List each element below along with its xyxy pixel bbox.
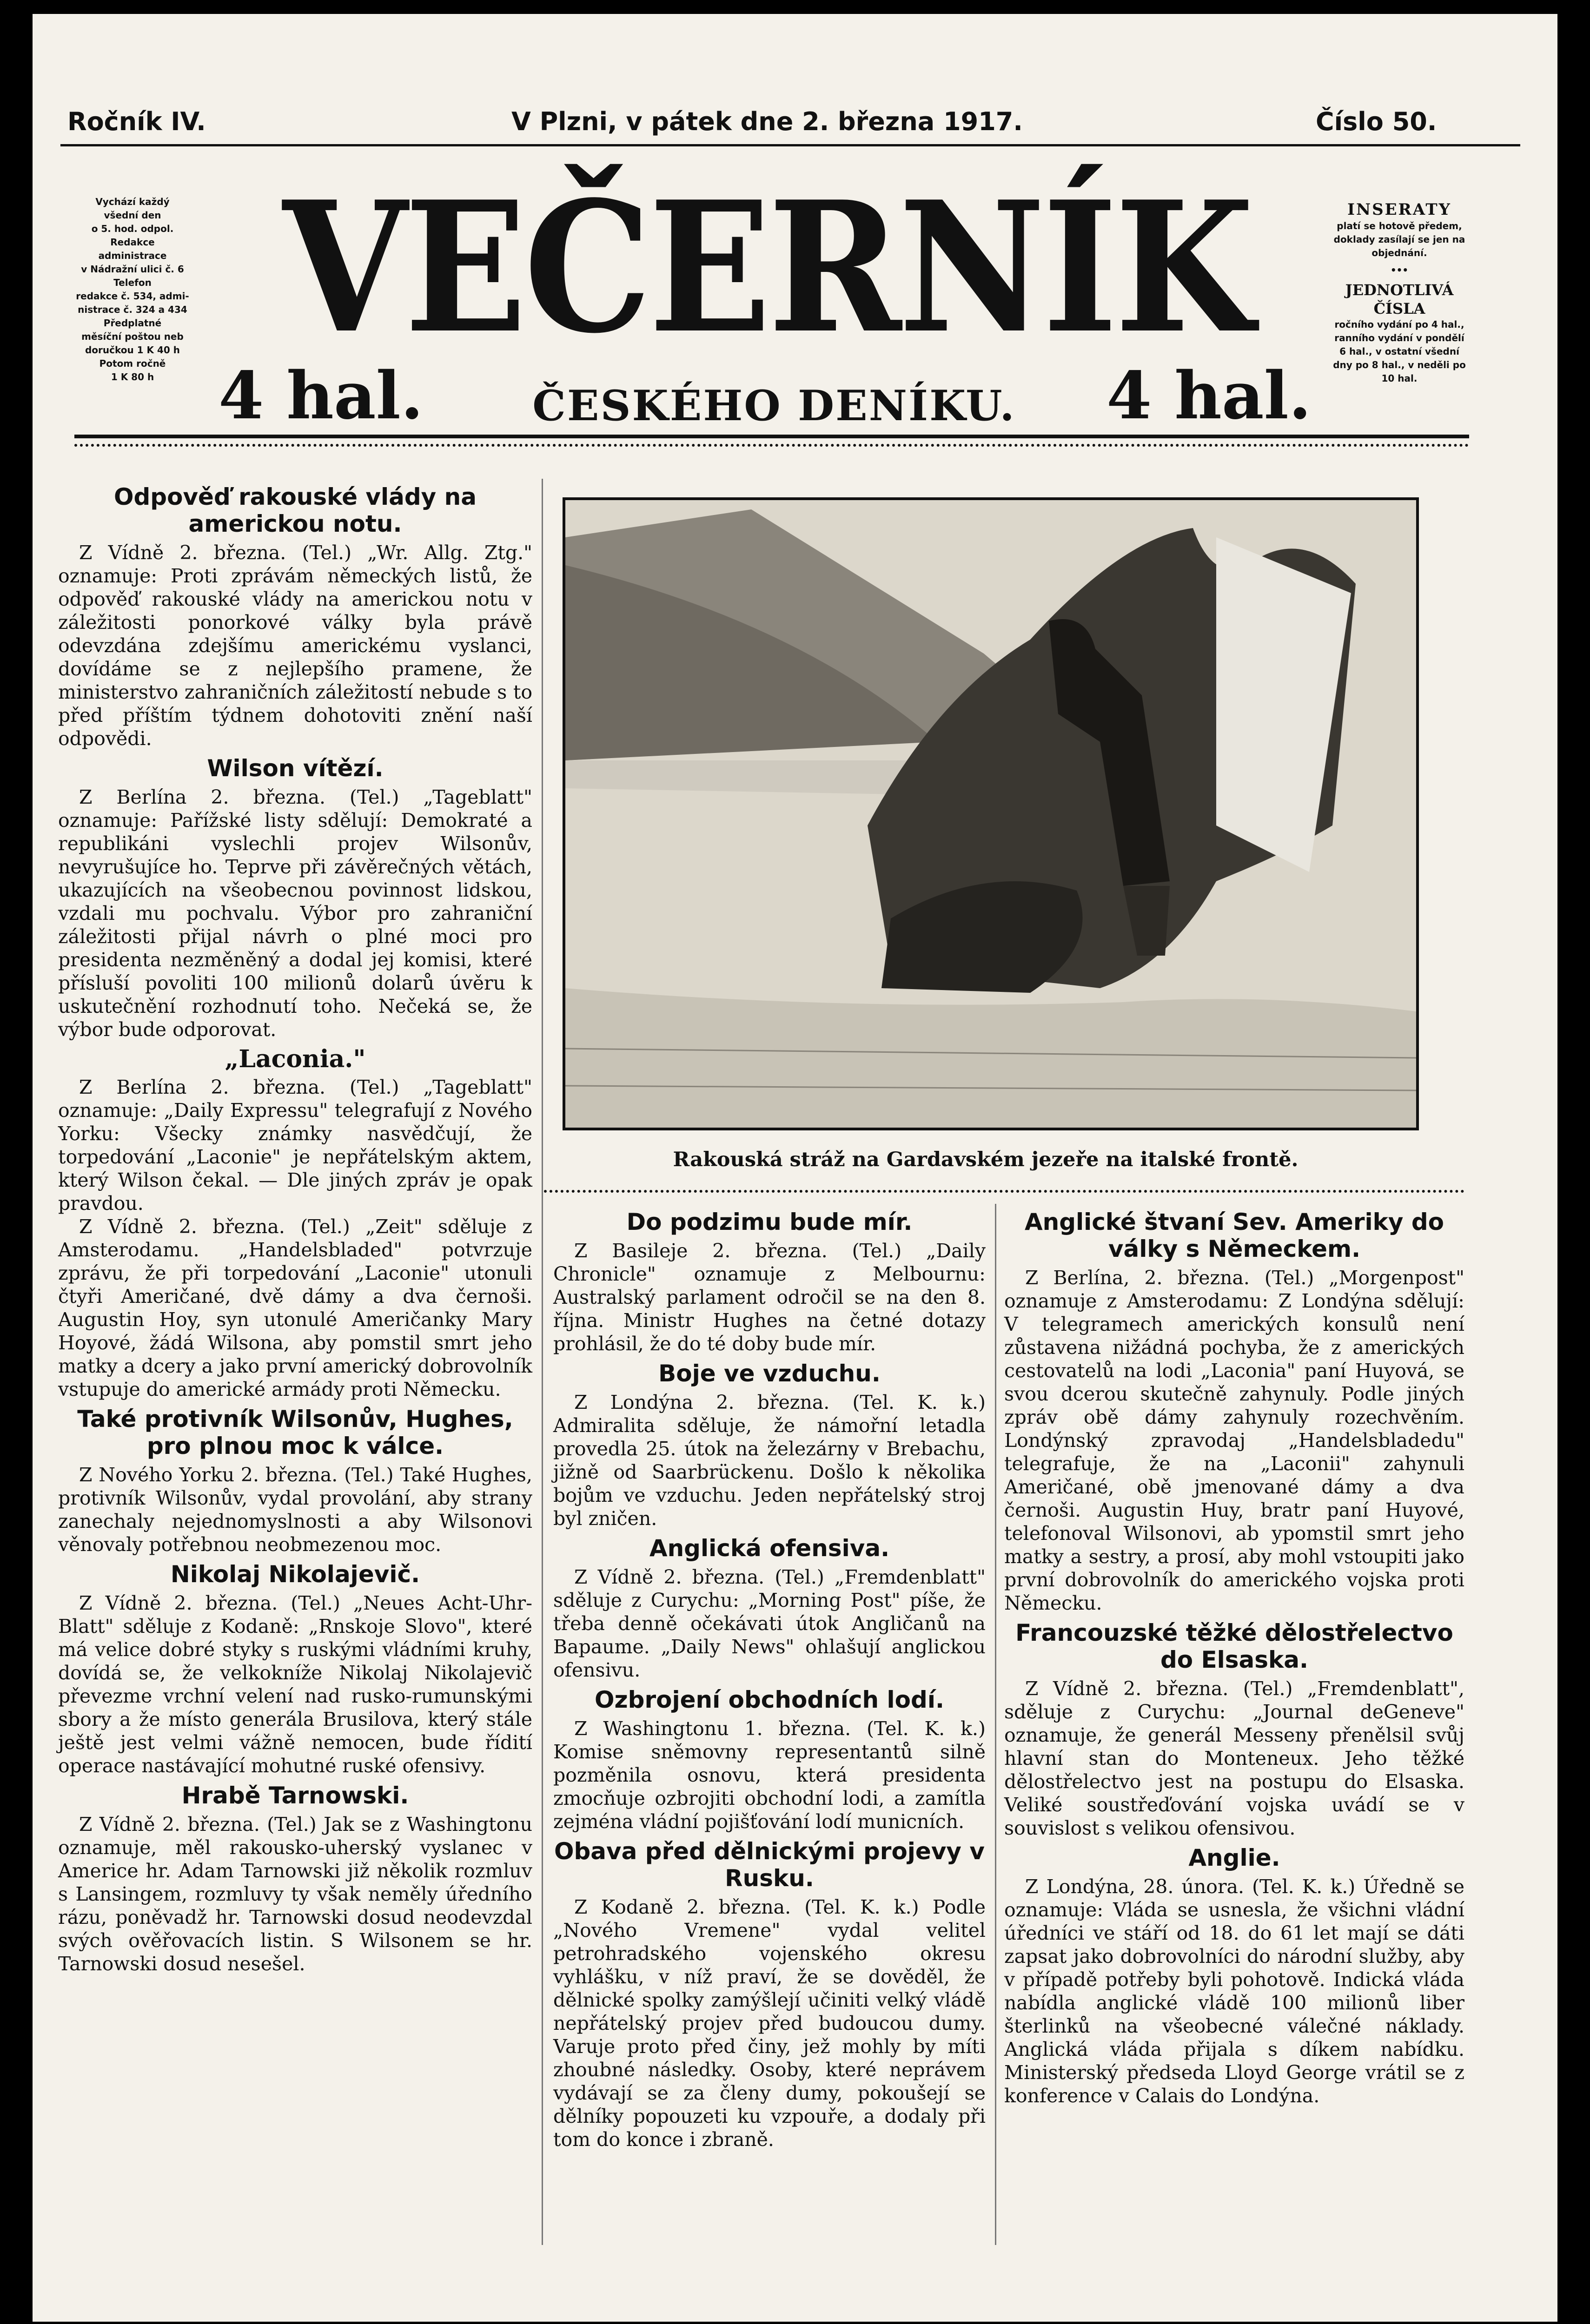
photo-caption: Rakouská stráž na Gardavském jezeře na italské frontě. xyxy=(673,1148,1298,1171)
article-body: Z Vídně 2. března. (Tel.) „Fremdenblatt", sděluje z Curychu: „Journal deGeneve" oznamuje, že generál Messeny přenělsil svůj hlavní stan do Monteneux. Jeho těžké dělostřelectvo jest na postupu do Elsaska. Veliké soustřeďování vojska uvádí se v souvislost s velikou ofensivou. xyxy=(1004,1677,1464,1839)
issue-number: Číslo 50. xyxy=(1316,107,1437,136)
column-2 xyxy=(553,1204,986,2151)
article-headline: „Laconia." xyxy=(225,1045,366,1073)
newspaper-page xyxy=(33,14,1557,2322)
price-right: 4 hal. xyxy=(1106,358,1312,434)
article-body: Z Vídně 2. března. (Tel.) Jak se z Washingtonu oznamuje, měl rakousko-uherský vyslanec v Americe hr. Adam Tarnowski již několik rozmluv s Lansingem, rozmluvy ty však neměly úředního rázu, poněvadž hr. Tarnowski dosud neodevzdal svých ověřovacích listin. S Wilsonem se hr. Tarnowski dosud nesešel. xyxy=(58,1813,532,1975)
article-body: Z Vídně 2. března. (Tel.) „Neues Acht-Uhr-Blatt" sděluje z Kodaně: „Rnskoje Slovo", které má velice dobré styky s ruskými vládními kruhy, dovídá se, že velkokníže Nikolaj Nikolajevič převezme vrchní velení nad rusko-rumunskými sbory a že místo generála Brusilova, který stále ještě jest velmi vážně nemocen, bude řídití operace nastávající mohutné ruské ofensivy. xyxy=(58,1592,532,1777)
article-headline: Anglie. xyxy=(1188,1844,1280,1871)
article-headline: Obava před dělnickými projevy v Rusku. xyxy=(554,1838,985,1892)
article-headline: Boje ve vzduchu. xyxy=(658,1360,881,1387)
photo-illustration xyxy=(565,500,1416,1128)
inserts-text: platí se hotově předem, doklady zasílají se jen na objednání. xyxy=(1333,220,1465,258)
publisher-info-box xyxy=(74,195,191,384)
info-line: měsíční poštou neb xyxy=(81,331,184,342)
info-line: Potom ročně xyxy=(99,358,166,369)
info-line: Vychází každý xyxy=(95,196,170,207)
info-line: administrace xyxy=(98,250,167,261)
war-photo xyxy=(563,497,1419,1130)
separator-dots: ••• xyxy=(1390,264,1409,276)
info-line: Předplatné xyxy=(103,317,162,329)
info-line: redakce č. 534, admi- xyxy=(76,290,189,302)
article-body: Z Londýna, 28. února. (Tel. K. k.) Úředně se oznamuje: Vláda se usnesla, že všichni vládní úředníci ve stáří od 18. do 61 let mají se dáti zapsat jako dobrovolníci do národní služby, aby v případě potřeby byli pohotově. Indická vláda nabídla anglické vládě 100 milionů liber šterlinků na všeobecné válečné náklady. Anglická vláda přijala s díkem nabídku. Ministerský předseda Lloyd George vrátil se z konference v Calais do Londýna. xyxy=(1004,1875,1464,2107)
header-rule xyxy=(74,435,1469,438)
article-body: Z Vídně 2. března. (Tel.) „Wr. Allg. Ztg." oznamuje: Proti zprávám německých listů, že odpověď rakouské vlády na americkou notu v záležitosti ponorkové války byla právě odevzdána zdejšímu americkému vyslanci, dovídáme se z nejlepšího pramene, že ministerstvo zahraničních záležitostí nebude s to před příštím týdnem dohotoviti znění naší odpovědi. xyxy=(58,541,532,750)
info-line: nistrace č. 324 a 434 xyxy=(78,304,187,315)
article-headline: Hrabě Tarnowski. xyxy=(181,1782,409,1809)
article-headline: Wilson vítězí. xyxy=(207,755,384,782)
header-dotted-rule xyxy=(74,444,1469,449)
column-1 xyxy=(58,479,532,1975)
article-headline: Odpověď rakouské vlády na americkou notu. xyxy=(114,483,477,537)
photo-dotted-rule xyxy=(544,1190,1464,1195)
article-body: Z Berlína, 2. března. (Tel.) „Morgenpost" oznamuje z Amsterodamu: Z Londýna sdělují: V telegramech amerických konsulů není zůstavena nižádná pochyba, že z amerických cestovatelů na lodi „Laconia" paní Huyová, se svou dcerou skutečně zahynuly. Podle jiných zpráv obě dámy zahynuly rozechvěním. Londýnský zpravodaj „Handelsbladedu" telegrafuje, že na „Laconii" zahynuli Američané, obě jmenované dámy a dva černoši. Augustin Huy, bratr paní Huyové, telefonoval Wilsonovi, ab ypomstil smrt jeho matky a sestry, a prosí, aby mohl vstoupiti jako první dobrovolník do amerického vojska proti Německu. xyxy=(1004,1267,1464,1614)
article-headline: Anglická ofensiva. xyxy=(649,1535,890,1562)
article-body: Z Nového Yorku 2. března. (Tel.) Také Hughes, protivník Wilsonův, vydal provolání, aby strany zanechaly nejednomyslnosti a aby Wilsonovi věnovaly potřebnou neobmezenou moc. xyxy=(58,1464,532,1556)
info-line: o 5. hod. odpol. xyxy=(91,223,174,234)
article-body: Z Berlína 2. března. (Tel.) „Tageblatt" oznamuje: „Daily Expressu" telegrafují z Nového Yorku: Všecky známky nasvědčují, že torpedování „Laconie" je nepřátelským aktem, který Wilson čekal. — Dle jiných zpráv je opak pravdou. xyxy=(58,1076,532,1215)
article-body: Z Basileje 2. března. (Tel.) „Daily Chronicle" oznamuje z Melbournu: Australský parlament odročil se na den 8. října. Ministr Hughes na četné dotazy prohlásil, že do té doby bude mír. xyxy=(553,1240,986,1355)
volume-label: Ročník IV. xyxy=(67,107,206,136)
info-line: 1 K 80 h xyxy=(111,371,154,383)
info-line: Redakce xyxy=(110,237,155,248)
article-body: Z Londýna 2. března. (Tel. K. k.) Admiralita sděluje, že námořní letadla provedla 25. útok na železárny v Brebachu, jižně od Saarbrückenu. Došlo k několika bojům ve vzduchu. Jeden nepřátelský stroj byl zničen. xyxy=(553,1391,986,1530)
article-body: Z Washingtonu 1. března. (Tel. K. k.) Komise sněmovny representantů silně pozměnila osnovu, která presidenta zmocňuje ozbrojiti obchodní lodi, a zamítla zejména vládní pojišťování lodí municních. xyxy=(553,1717,986,1833)
article-headline: Ozbrojení obchodních lodí. xyxy=(595,1686,944,1713)
article-body: Z Vídně 2. března. (Tel.) „Zeit" sděluje z Amsterodamu. „Handelsbladed" potvrzuje zprávu, že při torpedování „Laconie" utonuli čtyři Američané, dvě dámy a dva černoši. Augustin Hoy, syn utonulé Američanky Mary Hoyové, žádá Wilsona, aby pomstil smrt jeho matky a dcery a jako první americký dobrovolník vstupuje do americké armády proti Německu. xyxy=(58,1215,532,1400)
info-line: všední den xyxy=(104,210,161,221)
column-3 xyxy=(1004,1204,1464,2107)
info-line: v Nádražní ulici č. 6 xyxy=(81,264,184,275)
article-headline: Také protivník Wilsonův, Hughes, pro plnou moc k válce. xyxy=(77,1406,513,1459)
single-copies-title: JEDNOTLIVÁ ČÍSLA xyxy=(1345,281,1454,317)
info-line: doručkou 1 K 40 h xyxy=(85,344,180,356)
masthead-title: VEČERNÍK xyxy=(283,162,1252,373)
article-body: Z Kodaně 2. března. (Tel. K. k.) Podle „Nového Vremene" vydal velitel petrohradského vojenského okresu vyhlášku, v níž praví, že se dověděl, že dělnické spolky zamýšlejí učiniti velký vládě nepřátelský projev před budoucou dumy. Varuje proto před činy, jež mohly by míti zhoubné následky. Osoby, které neprávem vydávají se za členy dumy, pokoušejí se dělníky popouzeti ku vzpouře, a dodaly při tom do konce i zbraně. xyxy=(553,1896,986,2151)
article-headline: Do podzimu bude mír. xyxy=(626,1208,913,1235)
advertising-info-box xyxy=(1330,200,1469,385)
column-divider xyxy=(542,479,543,2245)
single-copies-text: ročního vydání po 4 hal., ranního vydání v pondělí 6 hal., v ostatní všední dny po 8 hal., v neděli po 10 hal. xyxy=(1333,319,1466,384)
column-divider xyxy=(995,1204,996,2245)
article-body: Z Berlína 2. března. (Tel.) „Tageblatt" oznamuje: Pařížské listy sdělují: Demokraté a republikáni vyslechli projev Wilsonův, nevyrušujíce ho. Teprve při závěrečných větách, ukazujících na všeobecnou povinnost lidskou, vzdali mu pochvalu. Výbor pro zahraniční záležitosti přijal návrh o plné moci pro presidenta nezměněný a dodal jej komisi, které přísluší povoliti 100 milionů dolarů úvěru k uskutečnění rozhodnutí toho. Nečeká se, že výbor bude odporovat. xyxy=(58,786,532,1041)
price-left: 4 hal. xyxy=(219,358,424,434)
inserts-title: INSERATY xyxy=(1347,200,1451,219)
top-rule xyxy=(60,144,1520,146)
info-line: Telefon xyxy=(113,277,152,288)
article-headline: Anglické štvaní Sev. Ameriky do války s Německem. xyxy=(1024,1208,1444,1262)
article-headline: Nikolaj Nikolajevič. xyxy=(170,1561,420,1588)
article-headline: Francouzské těžké dělostřelectvo do Elsaska. xyxy=(1015,1619,1453,1673)
masthead-subtitle: ČESKÉHO DENÍKU. xyxy=(532,381,1016,430)
article-body: Z Vídně 2. března. (Tel.) „Fremdenblatt" sděluje z Curychu: „Morning Post" píše, že třeba denně očekávati útok Angličanů na Bapaume. „Daily News" ohlašují anglickou ofensivu. xyxy=(553,1566,986,1681)
dateline: V Plzni, v pátek dne 2. března 1917. xyxy=(511,107,1023,136)
